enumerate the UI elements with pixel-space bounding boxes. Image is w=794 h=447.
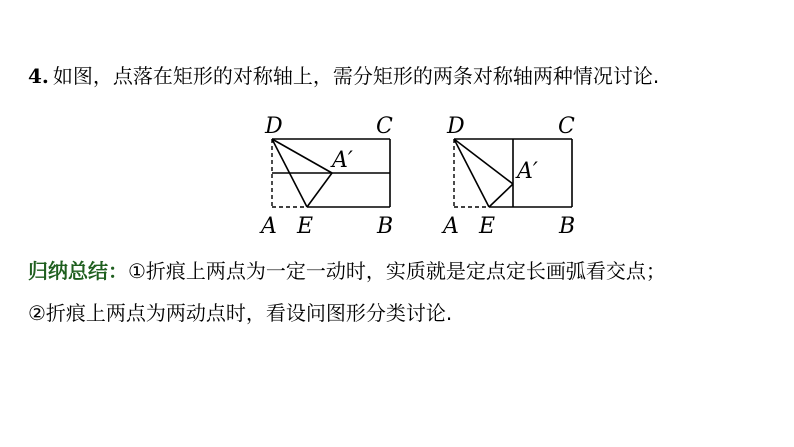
label-a: A — [443, 214, 459, 238]
label-e: E — [297, 214, 314, 238]
label-b: B — [377, 214, 394, 238]
label-a-prime: A′ — [332, 148, 353, 173]
summary-point-1: ①折痕上两点为一定一动时，实质就是定点定长画弧看交点； — [128, 259, 666, 283]
question-text: 如图，点落在矩形的对称轴上，需分矩形的两条对称轴两种情况讨论. — [52, 64, 660, 88]
summary-line-1 — [28, 259, 666, 283]
summary-line-2 — [28, 301, 452, 325]
figure-vertical-axis-case — [437, 108, 597, 238]
label-a-prime: A′ — [517, 159, 538, 184]
figure-horizontal-axis-case — [255, 108, 415, 238]
segment-da-prime — [454, 139, 513, 184]
label-e: E — [479, 214, 496, 238]
question-line — [28, 64, 659, 88]
segment-ea-prime — [489, 184, 513, 207]
label-c: C — [558, 114, 575, 139]
question-number: 4. — [28, 64, 49, 88]
label-d: D — [447, 114, 465, 139]
summary-heading: 归纳总结： — [28, 259, 128, 283]
label-b: B — [559, 214, 576, 238]
segment-ea-prime — [307, 173, 332, 207]
fold-line-de — [454, 139, 489, 207]
label-c: C — [376, 114, 393, 139]
label-d: D — [265, 114, 283, 139]
summary-point-2: ②折痕上两点为两动点时，看设问图形分类讨论. — [28, 301, 453, 325]
label-a: A — [261, 214, 277, 238]
